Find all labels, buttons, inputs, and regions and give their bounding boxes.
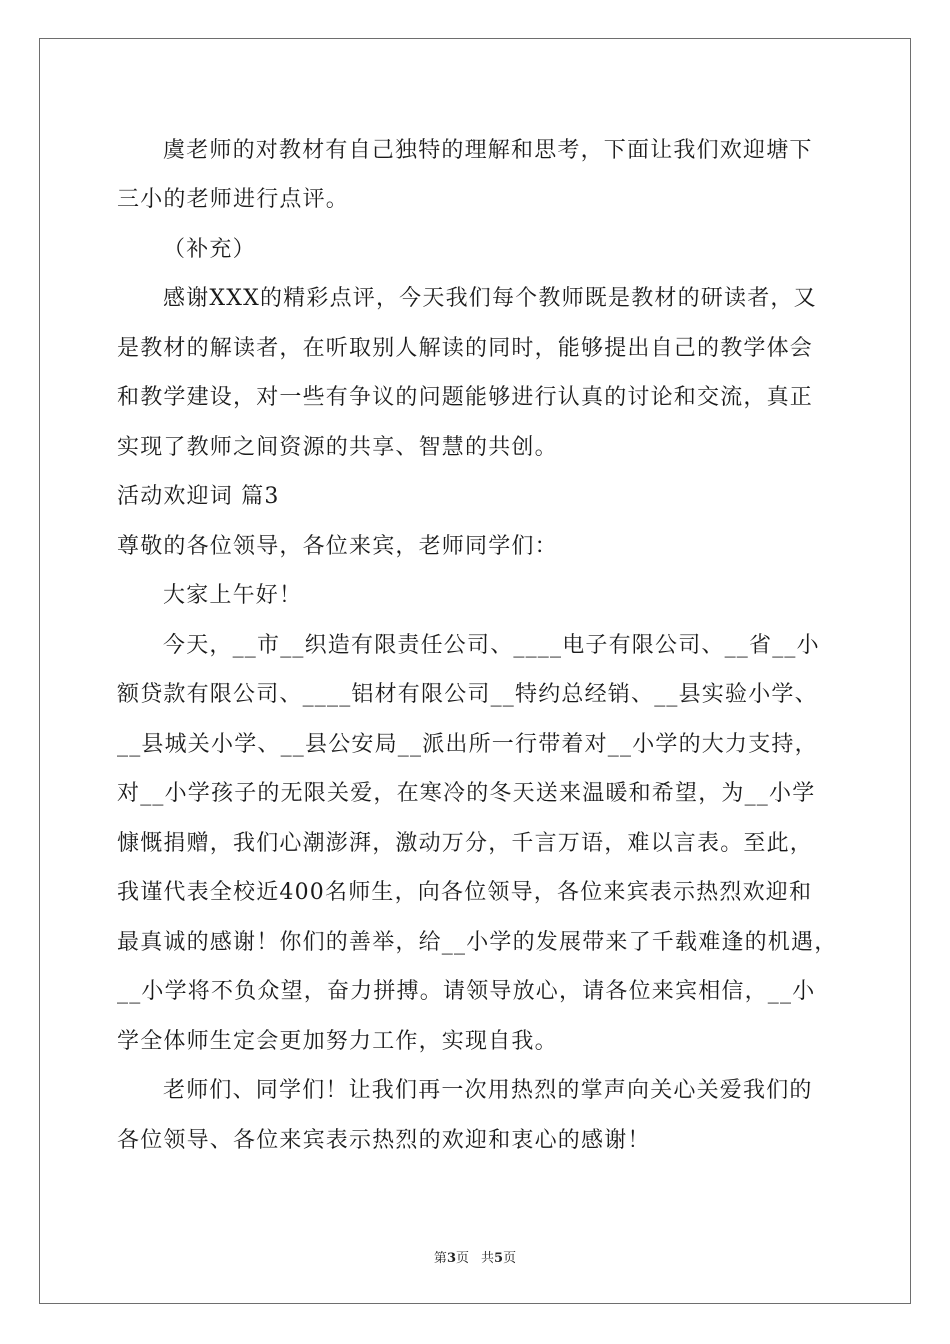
- paragraph-line: 学全体师生定会更加努力工作，实现自我。: [117, 1029, 558, 1054]
- section-heading: 活动欢迎词 篇3: [117, 484, 280, 509]
- paragraph-line: 今天，__市__织造有限责任公司、____电子有限公司、__省__小: [163, 633, 820, 658]
- paragraph-line: （补充）: [163, 237, 256, 262]
- paragraph-line: 最真诚的感谢！你们的善举，给__小学的发展带来了千载难逢的机遇，: [117, 930, 838, 955]
- page-footer: [0, 1247, 950, 1266]
- paragraph-line: 慷慨捐赠，我们心潮澎湃，激动万分，千言万语，难以言表。至此，: [117, 831, 814, 856]
- paragraph-line: __县城关小学、__县公安局__派出所一行带着对__小学的大力支持，: [117, 732, 818, 757]
- page-border: [39, 38, 911, 1304]
- total-pages: 5: [494, 1251, 504, 1266]
- total-prefix: 共: [481, 1251, 495, 1266]
- page-prefix: 第: [433, 1251, 447, 1266]
- paragraph-line: 感谢XXX的精彩点评，今天我们每个教师既是教材的研读者，又: [163, 286, 817, 311]
- paragraph-line: 和教学建设，对一些有争议的问题能够进行认真的讨论和交流，真正: [117, 385, 814, 410]
- total-suffix: 页: [503, 1251, 517, 1266]
- page-suffix: 页: [455, 1251, 469, 1266]
- paragraph-line: 三小的老师进行点评。: [117, 187, 350, 212]
- paragraph-line: 额贷款有限公司、____铝材有限公司__特约总经销、__县实验小学、: [117, 682, 818, 707]
- salutation: 尊敬的各位领导，各位来宾，老师同学们：: [117, 534, 558, 559]
- paragraph-line: 老师们、同学们！让我们再一次用热烈的掌声向关心关爱我们的: [163, 1078, 813, 1103]
- paragraph-line: 各位领导、各位来宾表示热烈的欢迎和衷心的感谢！: [117, 1128, 651, 1153]
- paragraph-line: 对__小学孩子的无限关爱，在寒冷的冬天送来温暖和希望，为__小学: [117, 781, 816, 806]
- greeting: 大家上午好！: [163, 583, 303, 608]
- paragraph-line: 是教材的解读者，在听取别人解读的同时，能够提出自己的教学体会: [117, 336, 814, 361]
- page-number: 3: [446, 1251, 456, 1266]
- paragraph-line: 我谨代表全校近400名师生，向各位领导，各位来宾表示热烈欢迎和: [117, 880, 813, 905]
- paragraph-line: 实现了教师之间资源的共享、智慧的共创。: [117, 435, 558, 460]
- paragraph-line: __小学将不负众望，奋力拼搏。请领导放心，请各位来宾相信，__小: [117, 979, 816, 1004]
- paragraph-line: 虞老师的对教材有自己独特的理解和思考，下面让我们欢迎塘下: [163, 138, 813, 163]
